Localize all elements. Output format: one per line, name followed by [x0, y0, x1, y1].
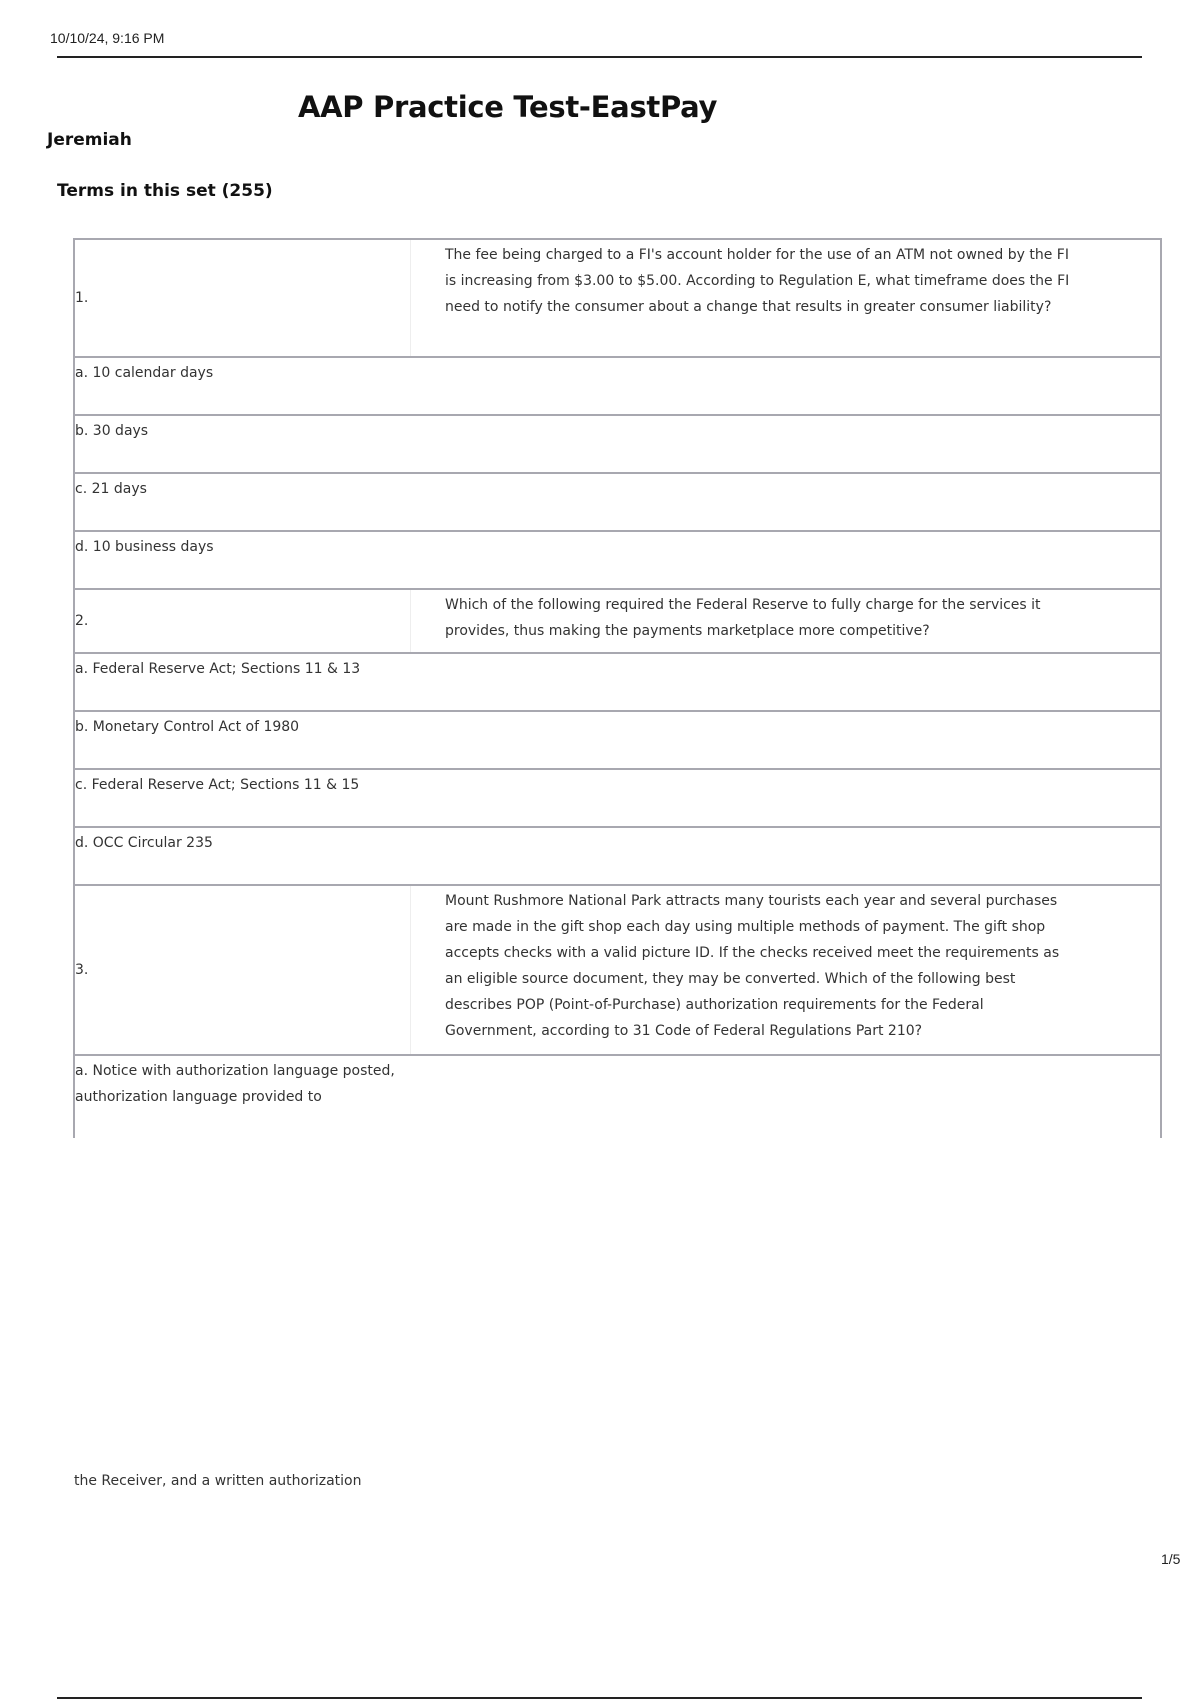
- question-number: 3.: [75, 886, 411, 1054]
- option-text: d. 10 business days: [75, 539, 214, 555]
- page-title: AAP Practice Test-EastPay: [298, 90, 718, 124]
- question-row-1: [75, 240, 1160, 358]
- answer-option: [75, 358, 1160, 416]
- option-text: a. 10 calendar days: [75, 365, 214, 381]
- author-name: Jeremiah: [47, 130, 132, 150]
- answer-option: [75, 474, 1160, 532]
- question-text: The fee being charged to a FI's account holder for the use of an ATM not owned by the FI is increasing from $3.00 to $5.00. According to Regulation E, what timeframe does the FI need to notify the consumer about a change that results in greater consumer liability?: [445, 247, 1070, 315]
- option-text: d. OCC Circular 235: [75, 835, 213, 851]
- terms-table: [73, 238, 1162, 1138]
- option-text: a. Notice with authorization language posted, authorization language provided to: [75, 1063, 395, 1105]
- answer-option: [75, 770, 1160, 828]
- question-text: Mount Rushmore National Park attracts many tourists each year and several purchases are made in the gift shop each day using multiple methods of payment. The gift shop accepts checks with a valid picture ID. If the checks received meet the requirements as an eligible source document, they may be converted. Which of the following best describes POP (Point-of-Purchase) authorization requirements for the Federal Government, according to 31 Code of Federal Regulations Part 210?: [445, 893, 1060, 1039]
- question-row-3: [75, 886, 1160, 1056]
- answer-option: [75, 1056, 1160, 1138]
- terms-count: Terms in this set (255): [57, 181, 273, 201]
- option-text: a. Federal Reserve Act; Sections 11 & 13: [75, 661, 361, 677]
- option-text: c. 21 days: [75, 481, 147, 497]
- answer-option: [75, 654, 1160, 712]
- answer-option: [75, 828, 1160, 886]
- answer-option: [75, 532, 1160, 590]
- question-number: 1.: [75, 240, 411, 356]
- option-text: b. Monetary Control Act of 1980: [75, 719, 300, 735]
- footer-divider: [57, 1697, 1142, 1699]
- answer-option: [75, 416, 1160, 474]
- page-continuation-text: the Receiver, and a written authorization: [74, 1473, 362, 1489]
- option-text: b. 30 days: [75, 423, 149, 439]
- option-text: c. Federal Reserve Act; Sections 11 & 15: [75, 777, 360, 793]
- question-number: 2.: [75, 590, 411, 652]
- question-row-2: [75, 590, 1160, 654]
- header-divider: [57, 56, 1142, 58]
- page-indicator: 1/5: [1161, 1551, 1181, 1567]
- question-text: Which of the following required the Federal Reserve to fully charge for the services it provides, thus making the payments marketplace more competitive?: [445, 597, 1041, 639]
- print-date: 10/10/24, 9:16 PM: [50, 30, 165, 46]
- answer-option: [75, 712, 1160, 770]
